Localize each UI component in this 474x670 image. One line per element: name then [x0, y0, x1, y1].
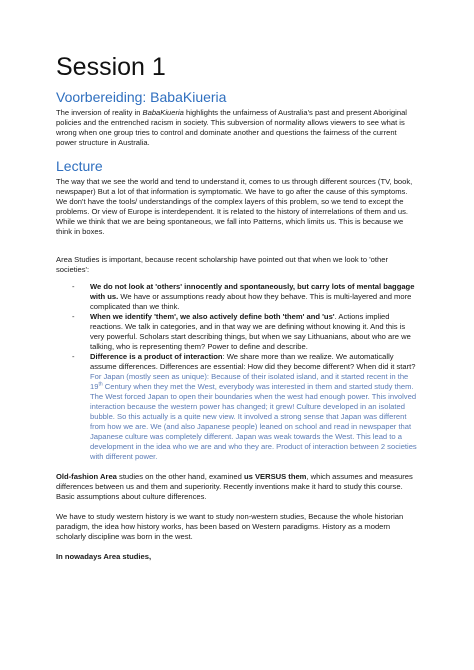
prep-paragraph: The inversion of reality in BabaKiueria highlights the unfairness of Australia's past and present Aboriginal policies and the entrenched racism in society. This subversion of normality allows viewers to see what is wrong when one group tries to control and dominate another and questions the fairness of the current power structure in Australia. — [56, 108, 407, 147]
lecture-paragraph-4: We have to study western history is we want to study non-western studies, Because the whole historian paradigm, the idea how history works, has been based on Western paradigms. History as a modern scholarly discipline was born in the west. — [56, 512, 404, 541]
japan-example: For Japan (mostly seen as unique): Because of their isolated island, and it started recent in the 19th Century when they met the West, everybody was interested in them and started study them. The West forced Japan to open their boundaries when the west had enough power. This involved interaction because the western power has changed; it grew! Culture developed in an isolated bubble. So this actually is a quite new view. It involved a strong sense that Japan was different from how we are. We (and also Japanese people) leaned on school and read in newspaper that Japanese culture was completely different. Japan was weak towards the West. This lead to a development in the idea who we are and who they are. Product of interaction between 2 societies with different power. — [90, 372, 417, 461]
page-title: Session 1 — [56, 53, 166, 81]
film-title: BabaKiueria — [142, 108, 184, 117]
bullet-list — [56, 282, 418, 462]
list-item: - We do not look at 'others' innocently and spontaneously, but carry lots of mental baggage with us. We have or assumptions ready about how they behave. This is multi-layered and more complicated than we think. — [72, 282, 415, 311]
list-item: - Difference is a product of interaction: We share more than we realize. We automatically assume differences. Differences are essential: How did they become different? When did it start? For Japan (mostly seen as unique): Because of their isolated island, and it started recent in the 19th Century when they met the West, everybody was interested in them and started study them. The West forced Japan to open their boundaries when the west had enough power. This involved interaction because the western power has changed; it grew! Culture developed in an isolated bubble. So this actually is a quite new view. It involved a strong sense that Japan was different from how we are. We (and also Japanese people) leaned on school and read in newspaper that Japanese culture was completely different. Japan was weak towards the West. This lead to a development in the idea who we are and who they are. Product of interaction between 2 societies with different power. — [72, 352, 417, 461]
lecture-paragraph-5: In nowadays Area studies, — [56, 552, 152, 561]
bullet-dash: - — [72, 352, 75, 361]
lecture-paragraph-2: Area Studies is important, because recent scholarship have pointed out that when we look to 'other societies': — [56, 255, 388, 274]
document-page — [56, 52, 418, 572]
lecture-paragraph-3: Old-fashion Area studies on the other hand, examined us VERSUS them, which assumes and measures differences between us and them and superiority. Recently inventions make it hard to study this course. Basic assumptions about culture differences. — [56, 472, 413, 501]
bullet-dash: - — [72, 282, 75, 291]
section-heading-lecture: Lecture — [56, 158, 103, 174]
bullet-dash: - — [72, 312, 75, 321]
section-heading-prep: Voorbereiding: BabaKiueria — [56, 89, 227, 105]
list-item: - When we identify 'them', we also actively define both 'them' and 'us'. Actions implied reactions. We talk in categories, and in that way we are defining without knowing it. And this is very powerful. Scholars start describing things, but when we say Lithuanians, about who are we talking, who is representing them? Power to define and describe. — [72, 312, 411, 351]
lecture-paragraph-1: The way that we see the world and tend to understand it, comes to us through different sources (TV, book, newspaper) But a lot of that information is symptomatic. We have to go after the cause of this symptoms. We don't have the tools/ understandings of the complex layers of this problem, so we tend to except the problems. Or view of Europe is interdependent. It is related to the history of interrelations of them and us. While we think that we are being spontaneous, we fall into Patterns, which limits us. This is because we think in boxes. — [56, 177, 413, 236]
